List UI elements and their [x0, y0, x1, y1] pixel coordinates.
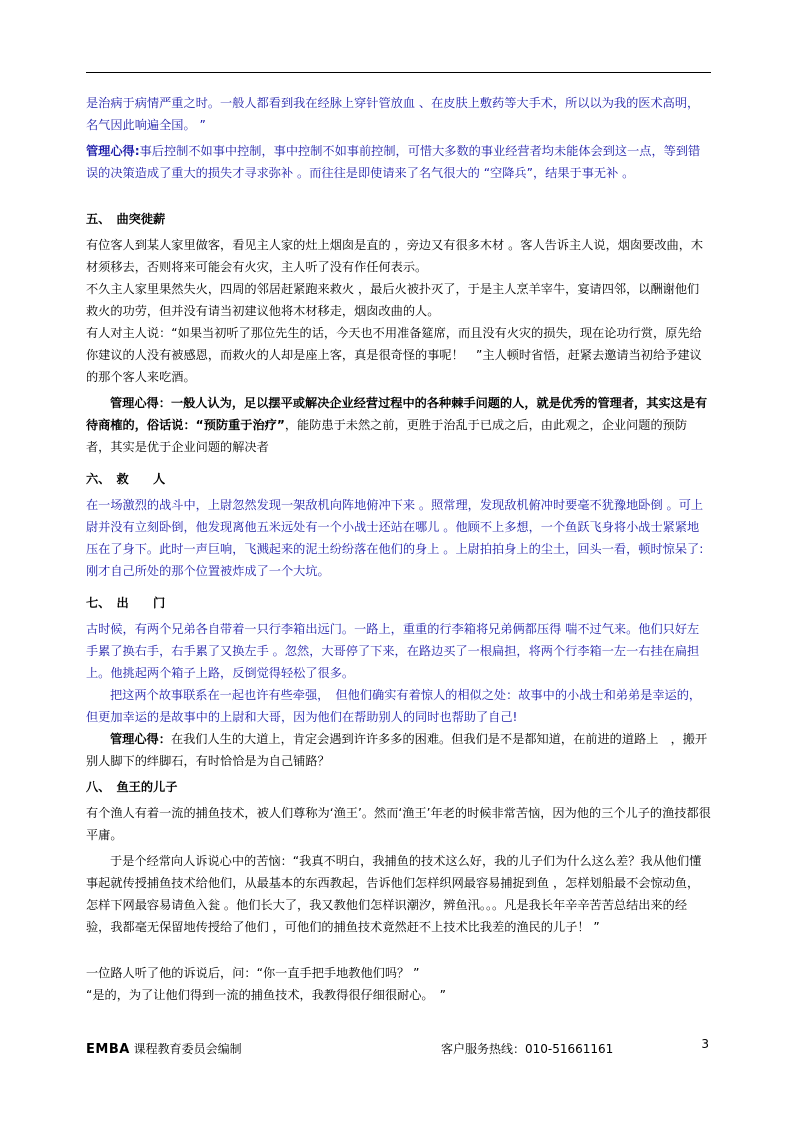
document-body	[86, 92, 711, 1006]
section-7-reflection: 把这两个故事联系在一起也许有些牵强， 但他们确实有着惊人的相似之处：故事中的小战士和弟弟是幸运的，但更加幸运的是故事中的上尉和大哥，因为他们在帮助别人的同时也帮助了自己!	[86, 688, 702, 724]
management-insight-text: 在我们人生的大道上，肯定会遇到许许多多的困难。但我们是不是都知道，在前进的道路上 ，搬开别人脚下的绊脚石，有时恰恰是为自己铺路？	[86, 732, 708, 768]
section-5-paragraph: 不久主人家里果然失火，四周的邻居赶紧跑来救火 ，最后火被扑灭了，于是主人烹羊宰牛，宴请四邻，以酬谢他们救火的功劳，但并没有请当初建议他将木材移走，烟囱改曲的人。	[86, 282, 700, 318]
management-insight-label: 管理心得:	[86, 144, 140, 158]
footer-brand: EMBA	[86, 1042, 130, 1057]
footer-hotline: 客户服务热线：010-51661161	[441, 1042, 614, 1056]
section-7-heading: 七、 出 门	[86, 596, 166, 610]
section-5-paragraph: 有位客人到某人家里做客，看见主人家的灶上烟囱是直的 ，旁边又有很多木材 。客人告诉主人说，烟囱要改曲，木材须移去，否则将来可能会有火灾，主人听了没有作任何表示。	[86, 238, 704, 274]
section-6-heading: 六、 救 人	[86, 472, 166, 486]
page-number: 3	[701, 1037, 709, 1051]
page-footer	[86, 1037, 711, 1060]
section-7-management-insight	[86, 728, 711, 772]
section-6-paragraph: 在一场激烈的战斗中，上尉忽然发现一架敌机向阵地俯冲下来 。照常理，发现敌机俯冲时要毫不犹豫地卧倒 。可上尉并没有立刻卧倒，他发现离他五米远处有一个小战士还站在哪儿 。他顾不上多想，一个鱼跃飞身将小战士紧紧地压在了身下。此时一声巨响，飞溅起来的泥土纷纷落在他们的身上 。上尉拍拍身上的尘土，回头一看，顿时惊呆了: 刚才自己所处的那个位置被炸成了一个大坑。	[86, 498, 704, 578]
footer-publisher	[86, 1040, 242, 1057]
section-7-paragraph: 古时候，有两个兄弟各自带着一只行李箱出远门。一路上，重重的行李箱将兄弟俩都压得 喘不过气来。他们只好左手累了换右手，右手累了又换左手 。忽然，大哥停了下来，在路边买了一根扁担，将两个行李箱一左一右挂在扁担上。他挑起两个箱子上路，反倒觉得轻松了很多。	[86, 622, 700, 680]
management-insight-continued	[86, 140, 711, 184]
footer-publisher-text: 课程教育委员会编制	[133, 1042, 242, 1056]
section-8-paragraph: 有个渔人有着一流的捕鱼技术，被人们尊称为‘渔王’。然而‘渔王’年老的时候非常苦恼，因为他的三个儿子的渔技都很平庸。	[86, 806, 711, 842]
continuation-paragraph: 是治病于病情严重之时。一般人都看到我在经脉上穿针管放血 、在皮肤上敷药等大手术，所以以为我的医术高明，名气因此响遍全国。 ”	[86, 96, 700, 132]
section-8-paragraph: 一位路人听了他的诉说后，问：“你一直手把手地教他们吗？ ”	[86, 966, 420, 980]
section-8-heading: 八、 鱼王的儿子	[86, 780, 178, 794]
section-5-heading: 五、 曲突徙薪	[86, 212, 166, 226]
section-8-paragraph: “是的，为了让他们得到一流的捕鱼技术，我教得很仔细很耐心。 ”	[86, 988, 446, 1002]
section-8-paragraph: 于是个经常向人诉说心中的苦恼：“我真不明白，我捕鱼的技术这么好，我的儿子们为什么这么差？我从他们懂事起就传授捕鱼技术给他们，从最基本的东西教起，告诉他们怎样织网最容易捕捉到鱼 ，怎样划船最不会惊动鱼，怎样下网最容易请鱼入瓮 。他们长大了，我又教他们怎样识潮汐，辨鱼汛。。。凡是我长年辛辛苦苦总结出来的经验，我都毫无保留地传授给了他们 ，可他们的捕鱼技术竟然赶不上技术比我差的渔民的儿子！ ”	[86, 854, 702, 934]
section-5-management-insight	[86, 392, 711, 458]
management-insight-label: 管理心得：	[110, 732, 171, 746]
management-insight-text: 事后控制不如事中控制，事中控制不如事前控制，可惜大多数的事业经营者均未能体会到这一点，等到错误的决策造成了重大的损失才寻求弥补 。而往往是即使请来了名气很大的 “空降兵”，结果于事无补 。	[86, 144, 701, 180]
management-insight-text: ，能防患于未然之前，更胜于治乱于已成之后，由此观之，企业问题的预防者，其实是优于企业问题的解决者	[86, 418, 688, 454]
header-rule	[86, 72, 711, 73]
management-insight-bold-text: 一般人认为，足以摆平或解决企业经营过程中的各种棘手问题的人，就是优秀的管理者，其实这是有待商榷的，俗话说：“预防重于治疗”	[86, 396, 708, 432]
management-insight-label: 管理心得：	[110, 396, 171, 410]
section-5-paragraph: 有人对主人说：“如果当初听了那位先生的话，今天也不用准备筵席，而且没有火灾的损失，现在论功行赏，原先给你建议的人没有被感恩，而救火的人却是座上客，真是很奇怪的事呢！ ”主人顿时省悟，赶紧去邀请当初给予建议的那个客人来吃酒。	[86, 326, 702, 384]
